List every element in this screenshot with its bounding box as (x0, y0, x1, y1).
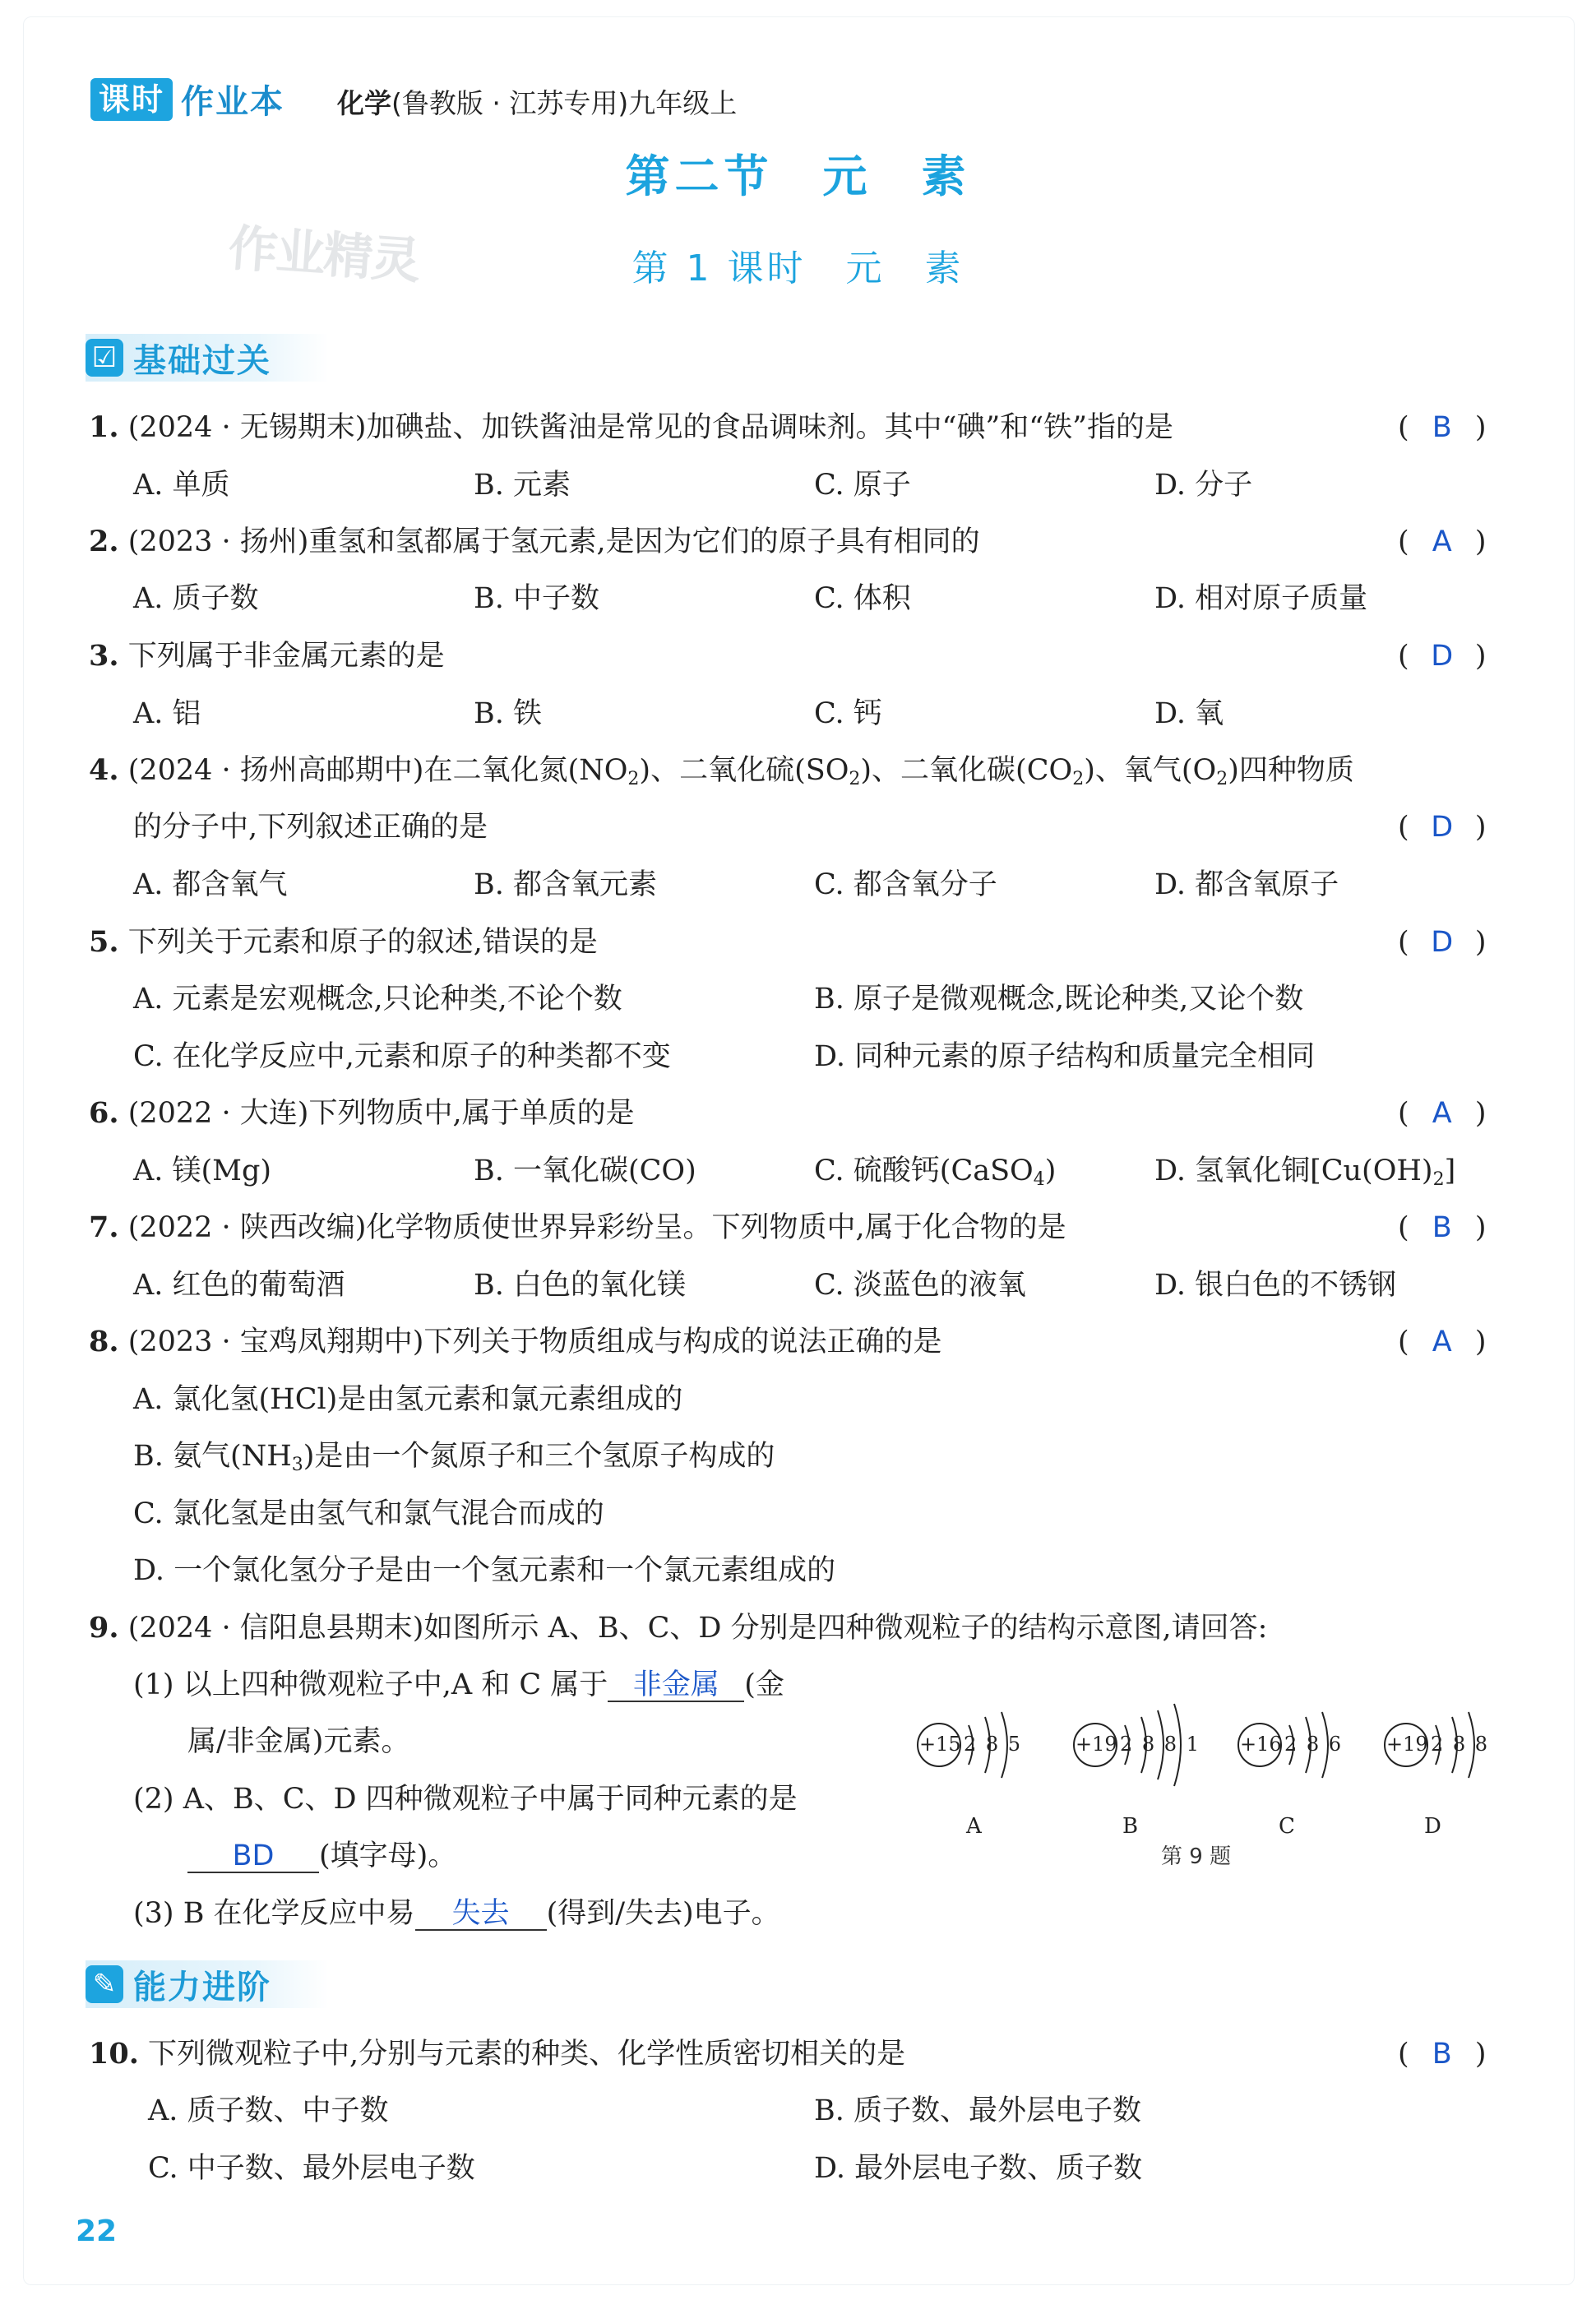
option-d: D. 相对原子质量 (1154, 582, 1368, 615)
option-b: B. 一氧化碳(CO) (474, 1155, 696, 1187)
option-a: A. 质子数 (133, 582, 259, 615)
option-a: A. 都含氧气 (133, 868, 288, 901)
question-5 (89, 924, 598, 960)
subject-label: 化学 (337, 87, 391, 119)
question-4 (89, 752, 1354, 789)
answer-value: B (1432, 411, 1452, 444)
page-number: 22 (76, 2214, 118, 2248)
question-text: (2022 · 大连)下列物质中,属于单质的是 (127, 1097, 635, 1130)
option-c: C. 淡蓝色的液氧 (814, 1269, 1026, 1302)
question-number: 8. (89, 1325, 119, 1358)
option-a: A. 氯化氢(HCl)是由氢元素和氯元素组成的 (133, 1383, 683, 1416)
atom-d-label: D (1424, 1814, 1441, 1839)
option-d (1154, 1153, 1455, 1189)
subscript: 2 (627, 769, 640, 789)
atom-d-shells: 2 8 8 (1431, 1733, 1490, 1756)
option-d: D. 都含氧原子 (1154, 868, 1339, 901)
section-badge-advanced (86, 1960, 329, 2008)
answer-blank: 失去 (415, 1898, 547, 1931)
option-c: C. 都含氧分子 (814, 868, 997, 901)
question-number: 4. (89, 753, 119, 787)
subscript: 4 (1033, 1169, 1045, 1190)
option-b: B. 中子数 (474, 582, 599, 615)
option-d: D. 一个氯化氢分子是由一个氢元素和一个氯元素组成的 (133, 1554, 836, 1587)
question-number: 5. (89, 925, 119, 959)
question-9-part-2-line2 (187, 1838, 456, 1874)
part-text: (3) B 在化学反应中易 (133, 1897, 415, 1930)
atom-d-nucleus: +19 (1386, 1733, 1428, 1756)
question-9-part-2 (133, 1781, 798, 1817)
question-4-line2: 的分子中,下列叙述正确的是 (133, 811, 488, 844)
question-text: (2022 · 陕西改编)化学物质使世界异彩纷呈。下列物质中,属于化合物的是 (127, 1211, 1066, 1244)
brand-logo (90, 76, 285, 123)
question-text: 下列属于非金属元素的是 (127, 640, 445, 673)
atom-a-nucleus: +15 (919, 1733, 961, 1756)
question-8 (89, 1324, 941, 1360)
option-b: B. 原子是微观概念,既论种类,又论个数 (814, 983, 1304, 1016)
option-d: D. 分子 (1154, 469, 1253, 502)
option-b: B. 白色的氧化镁 (474, 1269, 686, 1302)
option-text: ) (1044, 1155, 1057, 1187)
option-b (133, 1438, 775, 1474)
option-c: C. 体积 (814, 582, 911, 615)
question-1 (89, 410, 1173, 446)
atom-c-nucleus: +16 (1240, 1733, 1282, 1756)
answer-6: ( A ) (1398, 1097, 1487, 1130)
question-9-part-3 (133, 1895, 780, 1932)
answer-10: ( B ) (1398, 2038, 1487, 2071)
section-label-basic: 基础过关 (133, 341, 271, 380)
answer-2: ( A ) (1398, 525, 1487, 558)
answer-blank: 非金属 (608, 1669, 744, 1702)
question-2 (89, 524, 980, 560)
atom-b-shells: 2 8 8 1 (1120, 1733, 1200, 1756)
answer-value: A (1432, 1326, 1452, 1358)
part-text: (得到/失去)电子。 (546, 1897, 780, 1930)
atom-a-shells: 2 8 5 (964, 1733, 1023, 1756)
answer-8: ( A ) (1398, 1326, 1487, 1358)
question-number: 3. (89, 639, 119, 673)
option-c: C. 原子 (814, 469, 911, 502)
question-text: (2023 · 宝鸡凤翔期中)下列关于物质组成与构成的说法正确的是 (127, 1326, 942, 1358)
answer-value: D (1431, 926, 1454, 959)
subscript: 2 (849, 769, 861, 789)
question-text: (2023 · 扬州)重氢和氢都属于氢元素,是因为它们的原子具有相同的 (127, 525, 980, 558)
question-text: )、氧气(O (1084, 754, 1217, 787)
answer-5: ( D ) (1398, 926, 1487, 959)
question-9-part-1-line2: 属/非金属)元素。 (187, 1725, 410, 1758)
question-7 (89, 1210, 1066, 1246)
question-9 (89, 1610, 1267, 1646)
answer-value: D (1431, 640, 1454, 673)
question-text: )、二氧化硫(SO (639, 754, 849, 787)
option-d: D. 银白色的不锈钢 (1154, 1269, 1397, 1302)
option-text: D. 氢氧化铜[Cu(OH) (1154, 1155, 1433, 1187)
answer-value: A (1432, 1097, 1452, 1130)
atom-b-label: B (1122, 1814, 1139, 1839)
option-c: C. 中子数、最外层电子数 (148, 2152, 475, 2185)
section-label-advanced: 能力进阶 (133, 1968, 271, 2006)
option-a: A. 红色的葡萄酒 (133, 1269, 345, 1302)
option-a: A. 单质 (133, 469, 230, 502)
pencil-icon: ✎ (86, 1965, 123, 2003)
figure-caption: 第 9 题 (1161, 1844, 1232, 1869)
part-text: (填字母)。 (319, 1840, 457, 1872)
answer-value: B (1432, 2038, 1452, 2071)
book-title (337, 82, 737, 121)
option-d: D. 最外层电子数、质子数 (814, 2152, 1143, 2185)
answer-4: ( D ) (1398, 811, 1487, 844)
subscript: 2 (1072, 769, 1085, 789)
answer-1: ( B ) (1398, 411, 1487, 444)
atom-diagrams (904, 1694, 1497, 1826)
question-number: 7. (89, 1210, 119, 1244)
option-b: B. 都含氧元素 (474, 868, 657, 901)
atom-b-nucleus: +19 (1076, 1733, 1117, 1756)
option-d: D. 同种元素的原子结构和质量完全相同 (814, 1040, 1316, 1073)
brand-box: 课时 (90, 78, 173, 121)
question-number: 9. (89, 1611, 119, 1645)
question-text: 下列关于元素和原子的叙述,错误的是 (127, 926, 598, 959)
section-badge-basic (86, 334, 329, 382)
subscript: 2 (1432, 1169, 1445, 1190)
option-a: A. 元素是宏观概念,只论种类,不论个数 (133, 983, 622, 1016)
option-d: D. 氧 (1154, 697, 1224, 730)
answer-blank: BD (187, 1840, 319, 1873)
atom-c-label: C (1279, 1814, 1295, 1839)
question-9-part-1 (133, 1667, 784, 1703)
subscript: 3 (291, 1455, 303, 1475)
option-b: B. 铁 (474, 697, 542, 730)
option-a: A. 铝 (133, 697, 201, 730)
question-3 (89, 638, 445, 674)
question-number: 1. (89, 410, 119, 444)
question-text: )四种物质 (1228, 754, 1354, 787)
subscript: 2 (1216, 769, 1228, 789)
question-number: 6. (89, 1096, 119, 1130)
option-text: C. 硫酸钙(CaSO (814, 1155, 1034, 1187)
question-text: )、二氧化碳(CO (860, 754, 1073, 787)
answer-value: A (1432, 525, 1452, 558)
option-c: C. 氯化氢是由氢气和氯气混合而成的 (133, 1497, 604, 1530)
brand-name: 作业本 (181, 83, 285, 121)
option-c (814, 1153, 1056, 1189)
lesson-title: 第 1 课时 元 素 (631, 248, 965, 289)
option-text: B. 氨气(NH (133, 1440, 292, 1473)
question-text: (2024 · 信阳息县期末)如图所示 A、B、C、D 分别是四种微观粒子的结构示意图,请回答: (127, 1612, 1268, 1645)
question-number: 2. (89, 525, 119, 558)
option-text: ] (1444, 1155, 1456, 1187)
option-b: B. 质子数、最外层电子数 (814, 2094, 1141, 2127)
answer-value: D (1431, 811, 1454, 844)
option-c: C. 钙 (814, 697, 882, 730)
option-text: )是由一个氮原子和三个氢原子构成的 (303, 1440, 775, 1473)
question-text: (2024 · 无锡期末)加碘盐、加铁酱油是常见的食品调味剂。其中“碘”和“铁”指的是 (127, 411, 1174, 444)
part-text: (2) A、B、C、D 四种微观粒子中属于同种元素的是 (133, 1783, 798, 1816)
answer-value: B (1432, 1211, 1452, 1244)
option-b: B. 元素 (474, 469, 571, 502)
part-text: (1) 以上四种微观粒子中,A 和 C 属于 (133, 1668, 608, 1701)
part-text: (金 (744, 1668, 784, 1701)
question-6 (89, 1095, 635, 1131)
option-a: A. 镁(Mg) (133, 1155, 272, 1187)
question-number: 10. (89, 2037, 139, 2071)
question-text: (2024 · 扬州高邮期中)在二氧化氮(NO (127, 754, 628, 787)
atom-c-shells: 2 8 6 (1284, 1733, 1344, 1756)
section-title: 第二节 元 素 (625, 150, 971, 202)
atom-a-label: A (966, 1814, 982, 1839)
question-10 (89, 2036, 905, 2072)
answer-7: ( B ) (1398, 1211, 1487, 1244)
watermark: 作业精灵 (226, 219, 421, 290)
answer-3: ( D ) (1398, 640, 1487, 673)
checkbox-icon: ☑ (86, 339, 123, 377)
option-c: C. 在化学反应中,元素和原子的种类都不变 (133, 1040, 671, 1073)
option-a: A. 质子数、中子数 (148, 2094, 389, 2127)
edition-label: (鲁教版 · 江苏专用)九年级上 (391, 87, 738, 119)
question-text: 下列微观粒子中,分别与元素的种类、化学性质密切相关的是 (148, 2038, 906, 2071)
